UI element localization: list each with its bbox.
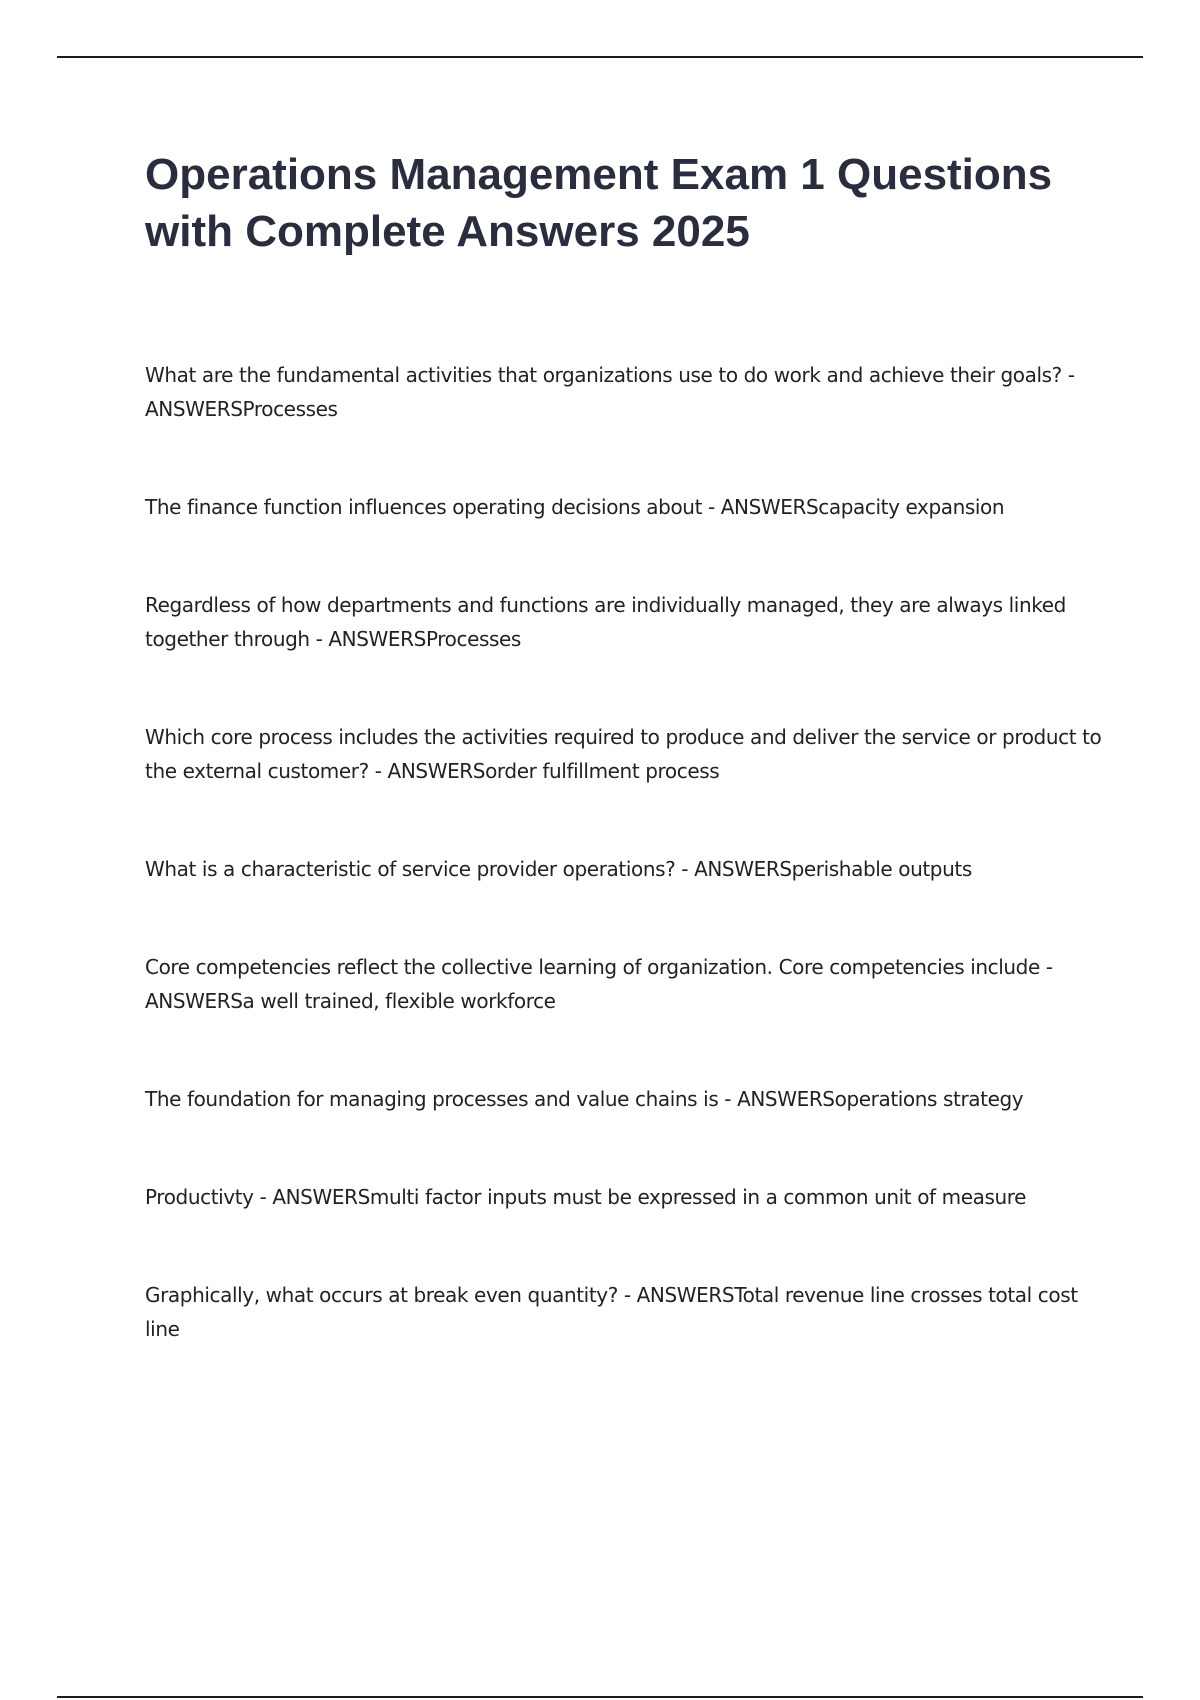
qa-item: Regardless of how departments and functions are individually managed, they are always linked together through - ANSWERSProcesses — [145, 593, 1066, 651]
qa-list — [145, 358, 1105, 1346]
bottom-rule — [57, 1696, 1143, 1698]
qa-item: The finance function influences operating decisions about - ANSWERScapacity expansion — [145, 495, 1005, 519]
qa-item: The foundation for managing processes and value chains is - ANSWERSoperations strategy — [145, 1087, 1024, 1111]
document-title: Operations Management Exam 1 Questions with Complete Answers 2025 — [145, 150, 1053, 256]
qa-item: Graphically, what occurs at break even quantity? - ANSWERSTotal revenue line crosses total cost line — [145, 1283, 1078, 1341]
document-body — [145, 146, 1105, 1410]
top-rule — [57, 56, 1143, 58]
qa-item: Productivty - ANSWERSmulti factor inputs must be expressed in a common unit of measure — [145, 1185, 1027, 1209]
qa-item: What are the fundamental activities that organizations use to do work and achieve their goals? - ANSWERSProcesses — [145, 363, 1075, 421]
qa-item: Core competencies reflect the collective learning of organization. Core competencies include - ANSWERSa well trained, flexible workforce — [145, 955, 1053, 1013]
qa-item: What is a characteristic of service provider operations? - ANSWERSperishable outputs — [145, 857, 972, 881]
qa-item: Which core process includes the activities required to produce and deliver the service or product to the external customer? - ANSWERSorder fulfillment process — [145, 725, 1102, 783]
